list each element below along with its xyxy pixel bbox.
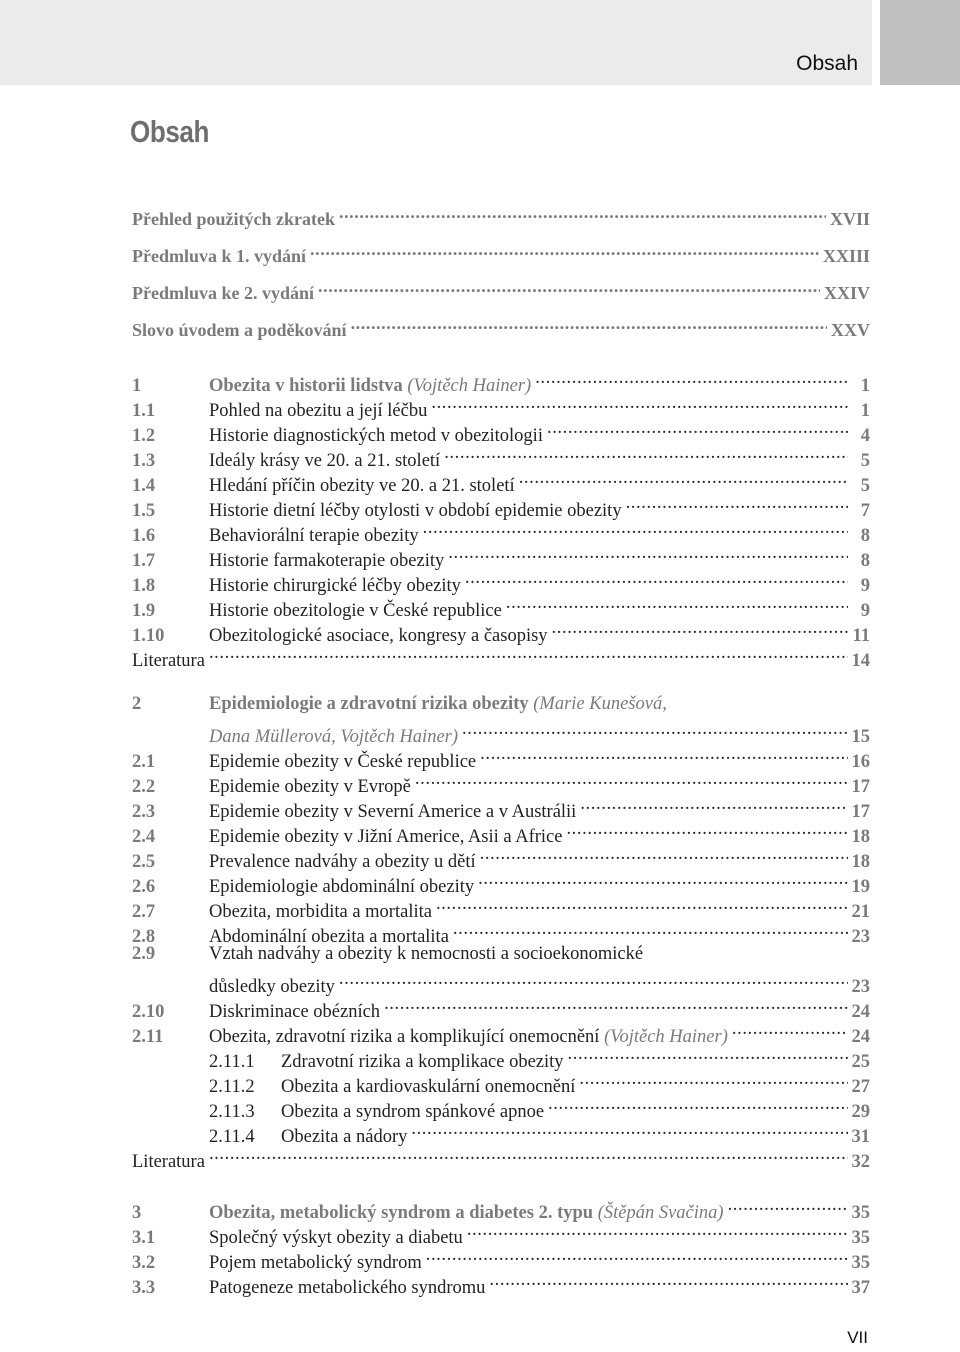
toc-entry[interactable]: 2.10 Diskriminace obézních ..... 24 [132,992,870,1017]
front-matter [132,200,870,348]
toc-entry[interactable]: 2.9 Vztah nadváhy a obezity k nemocnosti a socioekonomické [132,944,644,964]
toc-entry[interactable]: 2.3 Epidemie obezity v Severní Americe a v Austrálii ..... 17 [132,792,870,817]
toc-entry[interactable]: 3.3 Patogeneze metabolického syndromu ..... 37 [132,1268,870,1293]
toc-entry[interactable]: 1.8 Historie chirurgické léčby obezity ..... 9 [132,566,870,591]
toc-subentry[interactable]: 2.11.4 Obezita a nádory ..... 31 [132,1117,870,1142]
chapter-3 [132,1193,870,1298]
running-header-label: Obsah [796,52,858,75]
toc-subentry[interactable]: 2.11.3 Obezita a syndrom spánkové apnoe ..... 29 [132,1092,870,1117]
toc-entry[interactable]: 2.4 Epidemie obezity v Jižní Americe, Asii a Africe ..... 18 [132,817,870,842]
chapter-heading[interactable]: 3 Obezita, metabolický syndrom a diabetes 2. typu (Štěpán Svačina) ..... 35 [132,1193,870,1218]
toc-entry-continued[interactable]: důsledky obezity ..... 23 [132,967,870,992]
toc-entry[interactable]: 1.2 Historie diagnostických metod v obezitologii ..... 4 [132,416,870,441]
toc-entry[interactable]: 2.6 Epidemiologie abdominální obezity ..... 19 [132,867,870,892]
toc-subentry[interactable]: 2.11.1 Zdravotní rizika a komplikace obezity ..... 25 [132,1042,870,1067]
chapter-2 [132,692,870,1172]
toc-entry-literatura[interactable]: Literatura ..... 32 [132,1142,870,1167]
chapter-heading[interactable]: 1 Obezita v historii lidstva (Vojtěch Hainer) ..... 1 [132,366,870,391]
chapter-heading-continued[interactable]: Dana Müllerová, Vojtěch Hainer) ..... 15 [132,717,870,742]
toc-entry[interactable]: 1.7 Historie farmakoterapie obezity ..... 8 [132,541,870,566]
chapter-1 [132,366,870,671]
toc-entry[interactable]: Přehled použitých zkratek ..... XVII [132,200,870,237]
toc-entry[interactable]: 1.1 Pohled na obezitu a její léčbu ..... 1 [132,391,870,416]
toc-entry[interactable]: 2.7 Obezita, morbidita a mortalita ..... 21 [132,892,870,917]
toc-entry[interactable]: 1.6 Behaviorální terapie obezity ..... 8 [132,516,870,541]
toc-entry[interactable]: 2.5 Prevalence nadváhy a obezity u dětí ..... 18 [132,842,870,867]
toc-entry[interactable]: 1.10 Obezitologické asociace, kongresy a časopisy ..... 11 [132,616,870,641]
toc-entry-literatura[interactable]: Literatura ..... 14 [132,641,870,666]
toc-entry[interactable]: 2.8 Abdominální obezita a mortalita ..... 23 [132,917,870,942]
toc-entry[interactable]: 2.1 Epidemie obezity v České republice ..... 16 [132,742,870,767]
chapter-heading[interactable]: 2 Epidemiologie a zdravotní rizika obezity (Marie Kunešová, [132,694,667,714]
toc-subentry[interactable]: 2.11.2 Obezita a kardiovaskulární onemocnění ..... 27 [132,1067,870,1092]
toc-entry[interactable]: 2.11 Obezita, zdravotní rizika a komplikující onemocnění (Vojtěch Hainer) ..... 24 [132,1017,870,1042]
toc-entry[interactable]: 1.3 Ideály krásy ve 20. a 21. století ..... 5 [132,441,870,466]
header-tab [880,0,960,85]
toc-entry[interactable]: Slovo úvodem a poděkování ..... XXV [132,311,870,348]
toc-entry[interactable]: 3.1 Společný výskyt obezity a diabetu ..... 35 [132,1218,870,1243]
toc-entry[interactable]: Předmluva ke 2. vydání ..... XXIV [132,274,870,311]
table-of-contents [132,200,870,1298]
toc-entry[interactable]: 1.4 Hledání příčin obezity ve 20. a 21. století ..... 5 [132,466,870,491]
toc-entry[interactable]: 3.2 Pojem metabolický syndrom ..... 35 [132,1243,870,1268]
page-title: Obsah [130,114,209,149]
toc-entry[interactable]: 1.5 Historie dietní léčby otylosti v období epidemie obezity ..... 7 [132,491,870,516]
page-number: VII [847,1328,868,1347]
toc-entry[interactable]: 2.2 Epidemie obezity v Evropě ..... 17 [132,767,870,792]
toc-entry[interactable]: Předmluva k 1. vydání ..... XXIII [132,237,870,274]
running-header [0,0,872,85]
toc-entry[interactable]: 1.9 Historie obezitologie v České republice ..... 9 [132,591,870,616]
